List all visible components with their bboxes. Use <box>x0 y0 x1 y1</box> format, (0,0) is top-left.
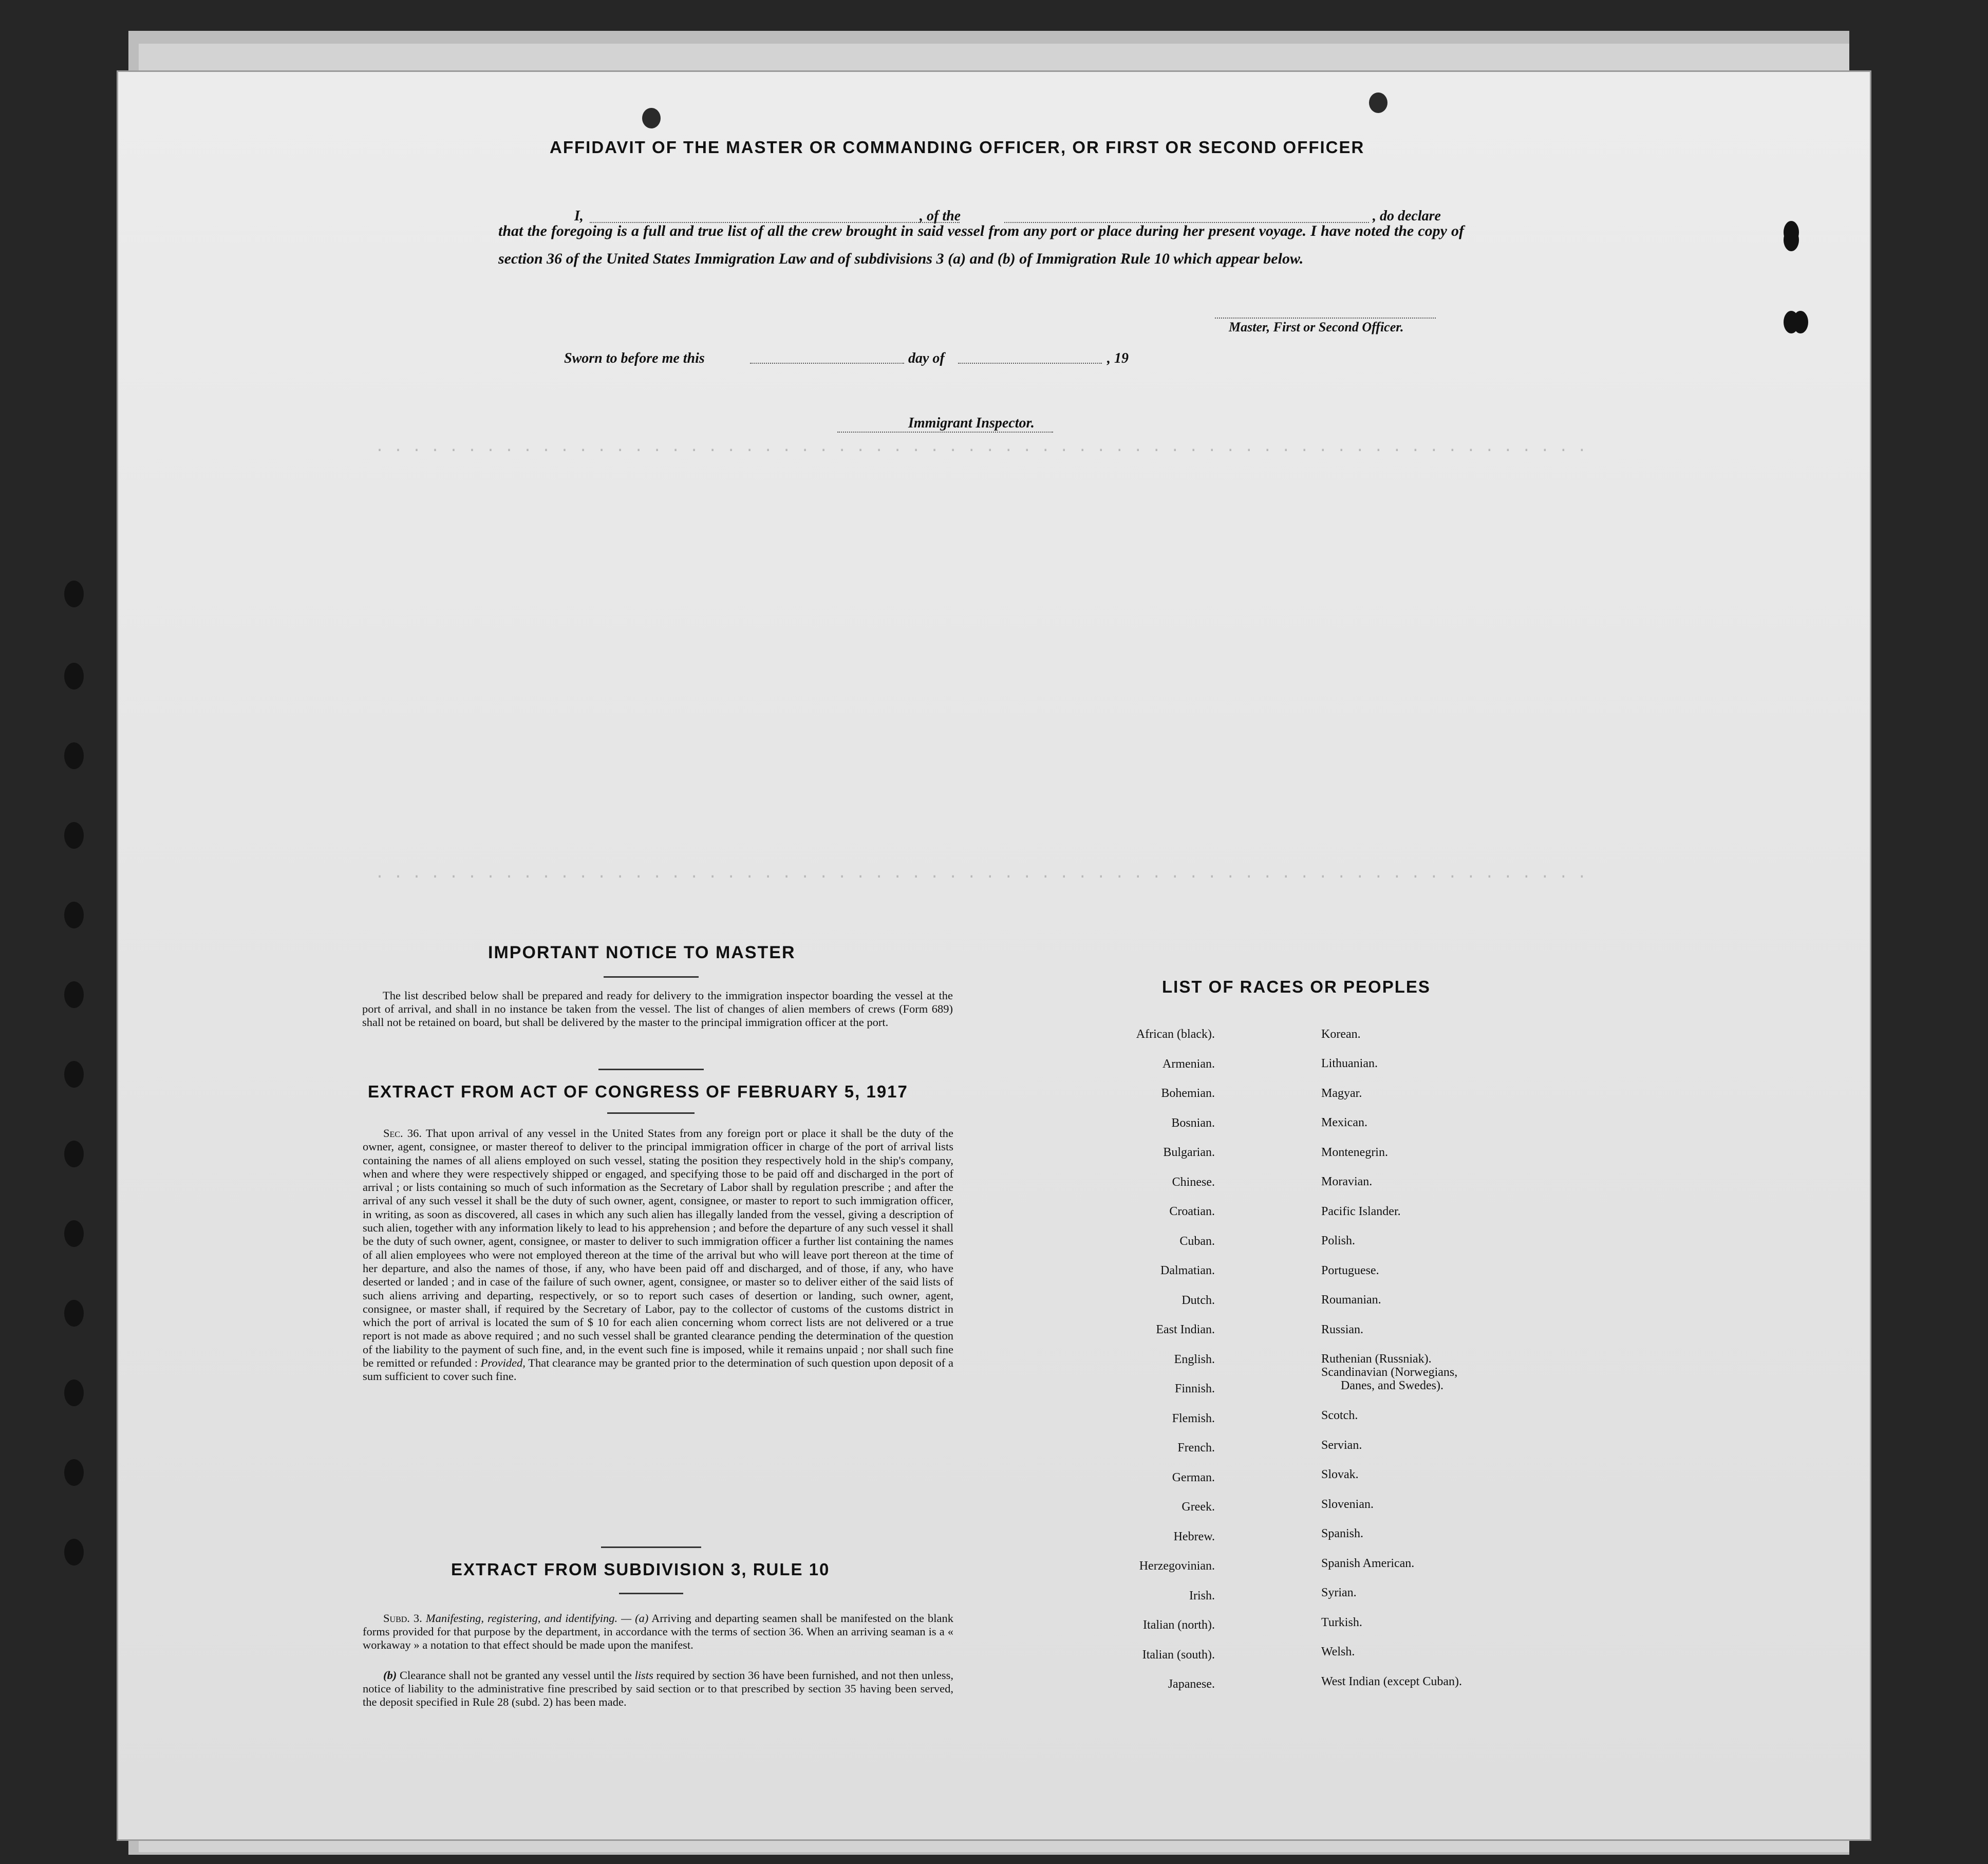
race-item: Armenian. <box>1162 1057 1215 1071</box>
binder-hole <box>64 1300 84 1327</box>
races-title: LIST OF RACES OR PEOPLES <box>1162 977 1431 996</box>
binder-hole <box>64 1061 84 1088</box>
rule10-subd-label: Subd. 3. <box>383 1612 422 1625</box>
race-item: Turkish. <box>1321 1616 1362 1629</box>
race-item: Japanese. <box>1168 1677 1215 1691</box>
act-provided-text: That clearance may be granted prior to the determination of such question upon deposit of a sum sufficient to cover such fine. <box>363 1356 953 1383</box>
affidavit-body: that the foregoing is a full and true list of all the crew brought in said vessel from any port or place during her present voyage. I have noted the copy of section 36 of the United States Immigration Law and of subdivisions 3 (a) and (b) of Immigration Rule 10 which appear below. <box>498 222 1464 267</box>
binder-hole <box>64 902 84 928</box>
rule10-title: EXTRACT FROM SUBDIVISION 3, RULE 10 <box>451 1560 830 1579</box>
inspector-label: Immigrant Inspector. <box>908 415 1035 431</box>
section-divider <box>598 1069 704 1070</box>
race-item: Bulgarian. <box>1163 1146 1215 1159</box>
binder-hole <box>64 663 84 689</box>
act-section-label: Sec. 36. <box>383 1127 422 1140</box>
race-item: Lithuanian. <box>1321 1057 1378 1070</box>
race-item: Magyar. <box>1321 1087 1362 1100</box>
act-title-rule <box>607 1112 695 1114</box>
month-blank-line[interactable] <box>958 363 1102 364</box>
race-item: East Indian. <box>1156 1323 1215 1336</box>
signature-blank-line[interactable] <box>1215 318 1436 319</box>
year-label: , 19 <box>1107 350 1129 366</box>
race-item: Herzegovinian. <box>1139 1559 1215 1573</box>
binder-hole <box>64 1539 84 1565</box>
binder-hole <box>64 1459 84 1486</box>
race-item: Korean. <box>1321 1028 1361 1041</box>
binder-hole <box>64 742 84 769</box>
punch-hole <box>1784 229 1799 251</box>
race-item: German. <box>1172 1470 1215 1484</box>
sheet-paper <box>118 72 1870 1839</box>
race-item: Dalmatian. <box>1160 1264 1215 1277</box>
race-item: Cuban. <box>1179 1234 1215 1248</box>
top-hole <box>1369 92 1387 113</box>
race-item: Scotch. <box>1321 1409 1358 1422</box>
race-item: Slovenian. <box>1321 1498 1374 1511</box>
act-body-text: That upon arrival of any vessel in the United States from any foreign port or place it shall be the duty of the owner, agent, consignee, or master thereof to deliver to the principal immigration officer in charge of the port of arrival lists containing the names of all aliens employed on such vessel, stating the position they respectively hold in the ship's company, when and where they were respectively shipped or engaged, and specifying those to be paid off and discharged in the port of arrival ; or lists containing so much of such information as the Secretary of Labor shall by regulation prescribe ; and after the arrival of any such vessel it shall be the duty of such owner, agent, consignee, or master to report to such immigration officer, in writing, as soon as discovered, all cases in which any such alien has illegally landed from the vessel, giving a description of such alien, together with any information likely to lead to his apprehension ; and before the departure of any such vessel it shall be the duty of such owner, agent, consignee, or master to deliver to such immigration officer a further list containing the names of all alien employees who were not employed thereon at the time of the arrival but who will leave port thereon at the time of her departure, and also the names of those, if any, who have been paid off and discharged, and of those, if any, who have deserted or landed ; and in case of the failure of such owner, agent, consignee, or master so to deliver either of the said lists of such aliens arriving and departing, respectively, or so to report such cases of desertion or landing, such owner, agent, consignee, or master shall, if required by the Secretary of Labor, pay to the collector of customs of the customs district in which the port of arrival is located the sum of $ 10 for each alien concerning whom correct lists are not delivered or a true report is not made as above required ; and no such vessel shall be granted clearance pending the determination of the question of the liability to the payment of such fine, and, in the event such fine is imposed, while it remains unpaid ; nor shall such fine be remitted or refunded : <box>363 1127 953 1370</box>
signature-label: Master, First or Second Officer. <box>1229 320 1404 334</box>
sworn-label: Sworn to before me this <box>564 350 705 366</box>
rule10-paragraph-b <box>363 1669 953 1709</box>
punch-hole <box>1793 311 1808 333</box>
race-item: Spanish. <box>1321 1527 1364 1540</box>
race-item: Portuguese. <box>1321 1264 1379 1277</box>
binder-hole <box>64 581 84 607</box>
race-item: Syrian. <box>1321 1586 1357 1599</box>
race-item: Ruthenian (Russniak). <box>1321 1352 1432 1366</box>
rule10-b-label: (b) <box>383 1669 397 1682</box>
rule10-title-rule <box>619 1593 683 1594</box>
race-item: Russian. <box>1321 1323 1364 1336</box>
binder-hole <box>64 822 84 849</box>
section-divider <box>601 1546 701 1548</box>
act-body <box>363 1127 953 1384</box>
notice-title-rule <box>604 976 699 978</box>
race-item: Spanish American. <box>1321 1557 1415 1570</box>
race-item: Polish. <box>1321 1234 1356 1247</box>
rule10-subd-heading: Manifesting, registering, and identifying. <box>425 1612 618 1625</box>
binder-hole <box>64 1220 84 1247</box>
race-item: Danes, and Swedes). <box>1341 1379 1443 1392</box>
rule10-a-text: Arriving and departing seamen shall be manifested on the blank forms provided for that purpose by the department, in accordance with the terms of section 36. When an arriving seaman is a « workaway » a notation to that effect should be made upon the manifest. <box>363 1612 954 1651</box>
affidavit-declare-label: , do declare <box>1373 208 1441 224</box>
race-item: Bosnian. <box>1171 1116 1215 1130</box>
notice-title: IMPORTANT NOTICE TO MASTER <box>488 943 796 962</box>
race-item: West Indian (except Cuban). <box>1321 1675 1462 1688</box>
race-item: Italian (south). <box>1142 1648 1215 1662</box>
inspector-blank-line[interactable] <box>837 432 1053 433</box>
race-item: Irish. <box>1189 1589 1215 1602</box>
race-item: Servian. <box>1321 1439 1362 1452</box>
race-item: French. <box>1177 1441 1215 1455</box>
rule10-paragraph-a <box>363 1612 953 1652</box>
rule10-b-text-2: required by section 36 have been furnished, and not then unless, notice of liability to the administrative fine prescribed by said section or to that prescribed by section 35 having been served, the deposit specified in Rule 28 (subd. 2) has been made. <box>363 1669 954 1708</box>
race-item: Slovak. <box>1321 1468 1359 1481</box>
top-hole <box>642 108 661 128</box>
race-item: Greek. <box>1181 1500 1215 1514</box>
race-item: Croatian. <box>1169 1205 1215 1218</box>
race-item: Hebrew. <box>1173 1530 1215 1543</box>
bleed-through: · · · · · · · · · · · · · · · · · · · · · · · · · · · · · · · · · · · · · · · · · · · · · · · · · · · · · · · · · · · · · · · · · · <box>375 442 1587 459</box>
race-item: Finnish. <box>1174 1382 1215 1395</box>
rule10-b-text-1: Clearance shall not be granted any vessel until the <box>399 1669 632 1682</box>
race-item: Bohemian. <box>1161 1087 1215 1100</box>
race-item: Flemish. <box>1172 1411 1215 1425</box>
race-item: Welsh. <box>1321 1645 1355 1658</box>
race-item: Italian (north). <box>1143 1618 1215 1632</box>
race-item: Scandinavian (Norwegians, <box>1321 1366 1458 1379</box>
rule10-a-label: — (a) <box>621 1612 649 1625</box>
bleed-through: · · · · · · · · · · · · · · · · · · · · · · · · · · · · · · · · · · · · · · · · · · · · · · · · · · · · · · · · · · · · · · · · · · <box>375 868 1587 886</box>
notice-body: The list described below shall be prepared and ready for delivery to the immigration inspector boarding the vessel at the port of arrival, and shall in no instance be taken from the vessel. The list of changes of alien members of crews (Form 689) shall not be retained on board, but shall be delivered by the master to the principal immigration officer at the port. <box>362 989 953 1029</box>
binder-hole <box>64 981 84 1008</box>
race-item: Roumanian. <box>1321 1293 1381 1307</box>
race-item: English. <box>1174 1352 1215 1366</box>
day-blank-line[interactable] <box>750 363 904 364</box>
binder-hole <box>64 1380 84 1406</box>
race-item: Mexican. <box>1321 1116 1367 1129</box>
day-of-label: day of <box>908 350 945 366</box>
affidavit-of-the-label: , of the <box>920 208 961 224</box>
race-item: Chinese. <box>1172 1175 1215 1189</box>
race-item: Pacific Islander. <box>1321 1205 1401 1218</box>
act-title: EXTRACT FROM ACT OF CONGRESS OF FEBRUARY 5, 1917 <box>368 1082 908 1101</box>
rule10-b-lists: lists <box>634 1669 653 1682</box>
affidavit-title: AFFIDAVIT OF THE MASTER OR COMMANDING OFFICER, OR FIRST OR SECOND OFFICER <box>550 138 1365 157</box>
race-item: Montenegrin. <box>1321 1146 1388 1159</box>
race-item: Dutch. <box>1181 1293 1215 1307</box>
affidavit-i-label: I, <box>574 208 584 224</box>
binder-hole <box>64 1141 84 1167</box>
document-sheet <box>118 72 1870 1839</box>
act-provided-label: Provided, <box>480 1356 526 1370</box>
race-item: African (black). <box>1136 1028 1215 1041</box>
race-item: Moravian. <box>1321 1175 1373 1188</box>
